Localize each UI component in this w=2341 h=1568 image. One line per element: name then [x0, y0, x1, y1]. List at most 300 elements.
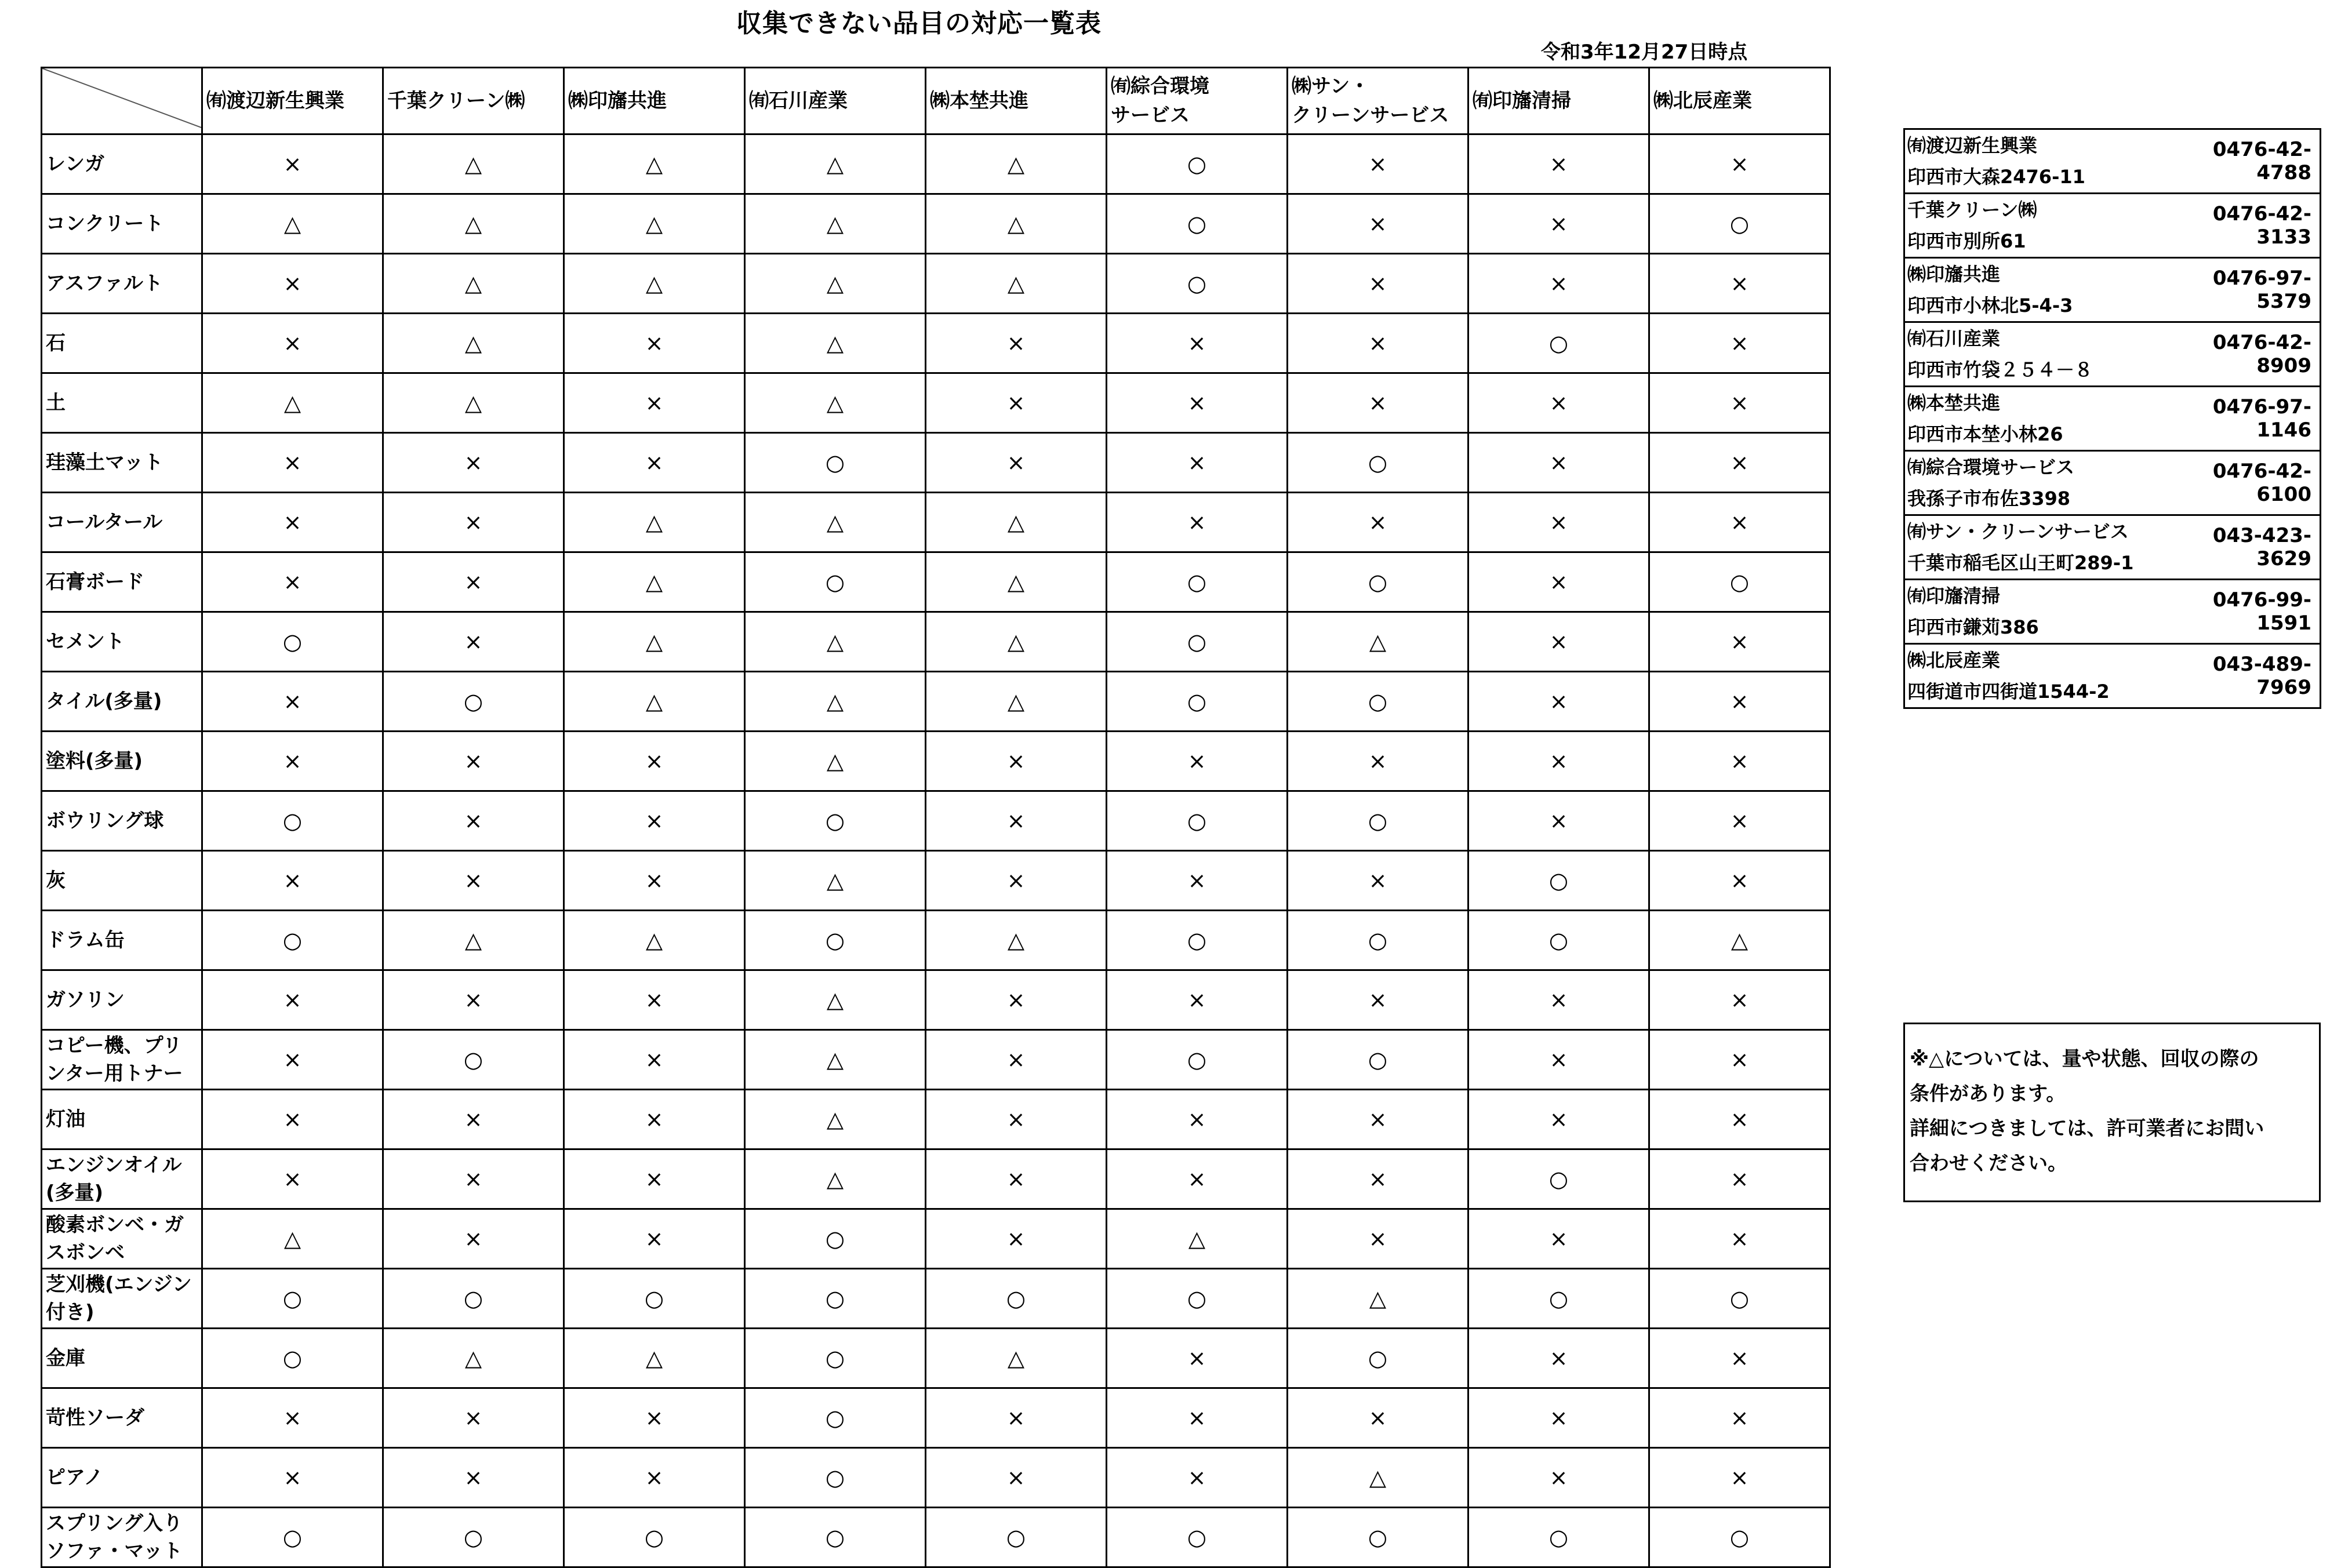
mark-cell: ×	[202, 493, 383, 552]
mark-cell: ×	[1107, 373, 1288, 433]
mark-cell: ○	[564, 1269, 745, 1329]
page-title: 収集できない品目の対応一覧表	[736, 9, 1102, 38]
contact-row	[1904, 129, 2321, 194]
mark-cell: ○	[1107, 1508, 1288, 1567]
mark-cell: △	[383, 1329, 564, 1388]
item-name: セメント	[42, 612, 202, 672]
table-row	[42, 552, 1830, 612]
company-header: ㈲綜合環境 サービス	[1107, 68, 1288, 134]
mark-cell: △	[564, 1329, 745, 1388]
contact-info	[1904, 644, 2160, 708]
contact-name: ㈲石川産業	[1907, 328, 2001, 350]
table-row	[42, 134, 1830, 194]
mark-cell: ○	[1468, 1269, 1649, 1329]
mark-cell: ×	[1649, 433, 1830, 493]
mark-cell: ×	[1649, 493, 1830, 552]
mark-cell: △	[926, 493, 1107, 552]
table-row	[42, 1209, 1830, 1269]
mark-cell: ×	[1468, 373, 1649, 433]
mark-cell: △	[926, 612, 1107, 672]
mark-cell: ×	[926, 1149, 1107, 1209]
mark-cell: ×	[383, 732, 564, 791]
mark-cell: ×	[1468, 791, 1649, 851]
mark-cell: ×	[1649, 1209, 1830, 1269]
mark-cell: ×	[1107, 314, 1288, 373]
mark-cell: ×	[1649, 1388, 1830, 1448]
mark-cell: ○	[1288, 672, 1468, 732]
mark-cell: ×	[926, 1209, 1107, 1269]
mark-cell: ×	[926, 314, 1107, 373]
contact-phone: 0476-99-1591	[2160, 580, 2321, 644]
mark-cell: △	[564, 254, 745, 314]
contact-row	[1904, 580, 2321, 644]
mark-cell: △	[926, 194, 1107, 254]
mark-cell: ×	[1107, 1149, 1288, 1209]
mark-cell: ○	[926, 1269, 1107, 1329]
contact-name: ㈱本埜共進	[1907, 392, 2001, 414]
mark-cell: △	[564, 493, 745, 552]
mark-cell: △	[564, 911, 745, 970]
item-name: ピアノ	[42, 1448, 202, 1508]
contact-row	[1904, 644, 2321, 708]
mark-cell: ×	[1468, 672, 1649, 732]
mark-cell: ×	[383, 433, 564, 493]
mark-cell: ×	[564, 373, 745, 433]
mark-cell: ×	[1107, 1329, 1288, 1388]
table-row	[42, 433, 1830, 493]
contact-info	[1904, 515, 2160, 580]
contact-name: ㈲綜合環境サービス	[1907, 456, 2075, 478]
item-name: コンクリート	[42, 194, 202, 254]
mark-cell: ×	[1649, 314, 1830, 373]
contact-address: 印西市別所61	[1907, 230, 2026, 252]
item-name: 金庫	[42, 1329, 202, 1388]
mark-cell: ○	[1288, 791, 1468, 851]
item-name: ボウリング球	[42, 791, 202, 851]
table-row	[42, 254, 1830, 314]
mark-cell: △	[564, 672, 745, 732]
mark-cell: ×	[383, 1209, 564, 1269]
contact-info	[1904, 322, 2160, 387]
mark-cell: ×	[564, 1090, 745, 1149]
mark-cell: ×	[1288, 1090, 1468, 1149]
table-row	[42, 1090, 1830, 1149]
mark-cell: △	[564, 194, 745, 254]
mark-cell: ×	[1649, 1329, 1830, 1388]
mark-cell: ×	[1649, 672, 1830, 732]
mark-cell: ×	[1649, 970, 1830, 1030]
mark-cell: ○	[202, 911, 383, 970]
mark-cell: ○	[383, 1030, 564, 1090]
contact-address: 我孫子市布佐3398	[1907, 488, 2071, 510]
mark-cell: ×	[1107, 493, 1288, 552]
contact-phone: 0476-42-8909	[2160, 322, 2321, 387]
mark-cell: ○	[1107, 791, 1288, 851]
mark-cell: ○	[1468, 314, 1649, 373]
mark-cell: ×	[926, 1030, 1107, 1090]
mark-cell: ○	[1107, 194, 1288, 254]
mark-cell: ×	[1468, 433, 1649, 493]
mark-cell: ○	[745, 911, 926, 970]
item-name: 石膏ボード	[42, 552, 202, 612]
mark-cell: ○	[745, 1269, 926, 1329]
mark-cell: ×	[202, 1090, 383, 1149]
mark-cell: ×	[1468, 1329, 1649, 1388]
mark-cell: ○	[1107, 612, 1288, 672]
note-box	[1903, 1023, 2321, 1202]
mark-cell: ×	[1649, 791, 1830, 851]
mark-cell: ×	[1288, 1149, 1468, 1209]
contact-info	[1904, 451, 2160, 515]
mark-cell: ○	[745, 1209, 926, 1269]
table-row	[42, 493, 1830, 552]
mark-cell: ○	[1107, 254, 1288, 314]
mark-cell: △	[564, 134, 745, 194]
item-name: コピー機、プリ ンター用トナー	[42, 1030, 202, 1090]
mark-cell: ×	[1468, 1090, 1649, 1149]
mark-cell: ×	[202, 672, 383, 732]
mark-cell: ×	[564, 1388, 745, 1448]
mark-cell: ○	[1107, 672, 1288, 732]
mark-cell: ○	[1288, 1329, 1468, 1388]
mark-cell: ×	[564, 314, 745, 373]
note-line: 合わせください。	[1910, 1152, 2067, 1175]
mark-cell: ×	[564, 970, 745, 1030]
mark-cell: △	[745, 373, 926, 433]
contact-address: 印西市本埜小林26	[1907, 423, 2063, 445]
mark-cell: △	[564, 552, 745, 612]
mark-cell: ×	[1468, 1448, 1649, 1508]
mark-cell: ×	[1288, 1209, 1468, 1269]
mark-cell: ×	[1649, 612, 1830, 672]
company-header: ㈲石川産業	[745, 68, 926, 134]
mark-cell: △	[202, 194, 383, 254]
mark-cell: ×	[1468, 1209, 1649, 1269]
contact-name: ㈱印旛共進	[1907, 263, 2001, 285]
mark-cell: ×	[926, 1388, 1107, 1448]
mark-cell: ×	[564, 851, 745, 911]
mark-cell: ○	[745, 1508, 926, 1567]
mark-cell: ○	[745, 1388, 926, 1448]
mark-cell: △	[745, 970, 926, 1030]
item-name: 苛性ソーダ	[42, 1388, 202, 1448]
mark-cell: ×	[202, 1030, 383, 1090]
mark-cell: ×	[1288, 194, 1468, 254]
table-row	[42, 1448, 1830, 1508]
mark-cell: ×	[1468, 254, 1649, 314]
table-row	[42, 851, 1830, 911]
item-name: ドラム缶	[42, 911, 202, 970]
mark-cell: ○	[383, 1269, 564, 1329]
mark-cell: ○	[564, 1508, 745, 1567]
mark-cell: ×	[564, 1149, 745, 1209]
corner-cell	[42, 68, 202, 134]
mark-cell: ○	[745, 433, 926, 493]
mark-cell: ×	[202, 732, 383, 791]
contact-address: 印西市小林北5-4-3	[1907, 294, 2073, 316]
mark-cell: ×	[383, 1090, 564, 1149]
mark-cell: ×	[1107, 1090, 1288, 1149]
mark-cell: ○	[1288, 1508, 1468, 1567]
contact-info	[1904, 129, 2160, 194]
contact-row	[1904, 387, 2321, 451]
mark-cell: △	[1288, 1269, 1468, 1329]
contact-phone: 0476-42-3133	[2160, 194, 2321, 258]
mark-cell: △	[926, 911, 1107, 970]
mark-cell: ○	[383, 672, 564, 732]
mark-cell: ×	[1107, 970, 1288, 1030]
mark-cell: ○	[926, 1508, 1107, 1567]
contact-name: ㈱北辰産業	[1907, 649, 2001, 671]
company-header: ㈱本埜共進	[926, 68, 1107, 134]
mark-cell: ×	[1107, 433, 1288, 493]
item-name: タイル(多量)	[42, 672, 202, 732]
mark-cell: ○	[1288, 433, 1468, 493]
mark-cell: ×	[1649, 1149, 1830, 1209]
mark-cell: △	[1288, 1448, 1468, 1508]
mark-cell: △	[745, 672, 926, 732]
mark-cell: ○	[1468, 911, 1649, 970]
mark-cell: △	[926, 1329, 1107, 1388]
mark-cell: ×	[1649, 373, 1830, 433]
mark-cell: △	[745, 194, 926, 254]
contact-info	[1904, 258, 2160, 322]
table-body	[42, 134, 1830, 1567]
table-row	[42, 791, 1830, 851]
item-name: 塗料(多量)	[42, 732, 202, 791]
mark-cell: △	[383, 194, 564, 254]
mark-cell: ×	[383, 791, 564, 851]
mark-cell: ○	[1649, 194, 1830, 254]
item-name: 土	[42, 373, 202, 433]
mark-cell: ○	[1107, 552, 1288, 612]
table-row	[42, 1149, 1830, 1209]
item-name: レンガ	[42, 134, 202, 194]
mark-cell: ○	[745, 1329, 926, 1388]
mark-cell: ×	[1468, 552, 1649, 612]
mark-cell: ×	[202, 1448, 383, 1508]
mark-cell: ×	[1288, 493, 1468, 552]
mark-cell: ×	[202, 970, 383, 1030]
contact-name: ㈲サン・クリーンサービス	[1907, 521, 2129, 543]
mark-cell: ○	[202, 612, 383, 672]
mark-cell: △	[926, 672, 1107, 732]
mark-cell: ×	[1649, 1090, 1830, 1149]
item-name: ガソリン	[42, 970, 202, 1030]
item-name: 灰	[42, 851, 202, 911]
mark-cell: ○	[1107, 134, 1288, 194]
mark-cell: △	[1649, 911, 1830, 970]
mark-cell: ○	[202, 1269, 383, 1329]
mark-cell: ○	[1107, 911, 1288, 970]
mark-cell: ×	[564, 1209, 745, 1269]
mark-cell: ×	[1288, 732, 1468, 791]
contact-address: 四街道市四街道1544-2	[1907, 681, 2110, 703]
mark-cell: ×	[202, 314, 383, 373]
header-row	[42, 68, 1830, 134]
mark-cell: ×	[1468, 1030, 1649, 1090]
contact-info	[1904, 194, 2160, 258]
company-header: ㈱北辰産業	[1649, 68, 1830, 134]
item-name: 石	[42, 314, 202, 373]
company-header: 千葉クリーン㈱	[383, 68, 564, 134]
mark-cell: △	[383, 134, 564, 194]
mark-cell: ×	[1107, 1388, 1288, 1448]
company-header: ㈱印旛共進	[564, 68, 745, 134]
mark-cell: ×	[1288, 314, 1468, 373]
mark-cell: △	[745, 134, 926, 194]
item-name: 珪藻土マット	[42, 433, 202, 493]
mark-cell: ×	[383, 970, 564, 1030]
mark-cell: ×	[1649, 134, 1830, 194]
mark-cell: ×	[564, 1030, 745, 1090]
mark-cell: △	[383, 373, 564, 433]
mark-cell: ○	[1468, 1508, 1649, 1567]
mark-cell: ×	[1288, 254, 1468, 314]
table-row	[42, 970, 1830, 1030]
contact-body	[1904, 129, 2321, 708]
mark-cell: ×	[1649, 1030, 1830, 1090]
item-name: エンジンオイル (多量)	[42, 1149, 202, 1209]
item-name: 灯油	[42, 1090, 202, 1149]
contact-phone: 043-423-3629	[2160, 515, 2321, 580]
as-of-date: 令和3年12月27日時点	[1541, 41, 1748, 64]
corner-diagonal	[42, 68, 202, 128]
mark-cell: ×	[1107, 851, 1288, 911]
mark-cell: ×	[1107, 1448, 1288, 1508]
mark-cell: △	[745, 1090, 926, 1149]
mark-cell: ×	[926, 791, 1107, 851]
mark-cell: △	[745, 314, 926, 373]
mark-cell: ×	[564, 791, 745, 851]
contact-info	[1904, 580, 2160, 644]
company-header: ㈲印旛清掃	[1468, 68, 1649, 134]
mark-cell: ×	[1288, 373, 1468, 433]
mark-cell: ×	[383, 1149, 564, 1209]
mark-cell: △	[745, 493, 926, 552]
mark-cell: ×	[926, 1090, 1107, 1149]
mark-cell: ×	[926, 970, 1107, 1030]
mark-cell: △	[745, 1149, 926, 1209]
mark-cell: ×	[1649, 732, 1830, 791]
mark-cell: △	[1288, 612, 1468, 672]
mark-cell: ×	[202, 433, 383, 493]
company-header: ㈱サン・ クリーンサービス	[1288, 68, 1468, 134]
mark-cell: ○	[745, 552, 926, 612]
mark-cell: ×	[1468, 134, 1649, 194]
contact-address: 印西市大森2476-11	[1907, 166, 2085, 188]
mark-cell: ×	[564, 732, 745, 791]
table-row	[42, 612, 1830, 672]
contact-address: 印西市竹袋２５４－８	[1907, 359, 2093, 381]
mark-cell: ○	[202, 1508, 383, 1567]
mark-cell: △	[1107, 1209, 1288, 1269]
mark-cell: △	[564, 612, 745, 672]
mark-cell: ×	[383, 552, 564, 612]
mark-cell: ×	[1649, 254, 1830, 314]
contact-table	[1903, 128, 2321, 709]
contact-name: ㈲印旛清掃	[1907, 585, 2001, 607]
mark-cell: ○	[1468, 851, 1649, 911]
contact-phone: 043-489-7969	[2160, 644, 2321, 708]
mark-cell: △	[202, 1209, 383, 1269]
mark-cell: △	[383, 314, 564, 373]
mark-cell: ×	[926, 851, 1107, 911]
mark-cell: ○	[1288, 911, 1468, 970]
table-row	[42, 314, 1830, 373]
mark-cell: ○	[1649, 552, 1830, 612]
mark-cell: ×	[1649, 1448, 1830, 1508]
mark-cell: ○	[1107, 1030, 1288, 1090]
mark-cell: △	[926, 254, 1107, 314]
mark-cell: ○	[1649, 1269, 1830, 1329]
mark-cell: △	[745, 732, 926, 791]
mark-cell: ×	[202, 134, 383, 194]
note-line: ※△については、量や状態、回収の際の	[1910, 1047, 2259, 1071]
mark-cell: △	[745, 254, 926, 314]
mark-cell: ○	[1288, 1030, 1468, 1090]
mark-cell: ×	[1468, 194, 1649, 254]
contact-row	[1904, 322, 2321, 387]
table-row	[42, 1508, 1830, 1567]
mark-cell: ×	[1649, 851, 1830, 911]
mark-cell: △	[202, 373, 383, 433]
note-line: 条件があります。	[1910, 1082, 2066, 1105]
mark-cell: △	[926, 134, 1107, 194]
contact-phone: 0476-42-4788	[2160, 129, 2321, 194]
mark-cell: ×	[383, 493, 564, 552]
table-row	[42, 1030, 1830, 1090]
mark-cell: △	[383, 911, 564, 970]
mark-cell: ○	[1107, 1269, 1288, 1329]
mark-cell: ○	[1288, 552, 1468, 612]
contact-phone: 0476-42-6100	[2160, 451, 2321, 515]
mark-cell: ○	[1468, 1149, 1649, 1209]
mark-cell: ×	[926, 732, 1107, 791]
mark-cell: ×	[1468, 493, 1649, 552]
contact-name: ㈲渡辺新生興業	[1907, 134, 2038, 157]
contact-phone: 0476-97-5379	[2160, 258, 2321, 322]
mark-cell: ×	[1288, 1388, 1468, 1448]
mark-cell: ○	[745, 1448, 926, 1508]
mark-cell: ×	[383, 1448, 564, 1508]
table-row	[42, 1388, 1830, 1448]
mark-cell: ×	[1468, 732, 1649, 791]
contact-row	[1904, 258, 2321, 322]
mark-cell: ×	[1107, 732, 1288, 791]
mark-cell: ×	[202, 254, 383, 314]
contact-row	[1904, 515, 2321, 580]
mark-cell: △	[745, 851, 926, 911]
item-name: 酸素ボンベ・ガ スボンベ	[42, 1209, 202, 1269]
mark-cell: ×	[926, 373, 1107, 433]
mark-cell: ○	[202, 791, 383, 851]
mark-cell: △	[745, 612, 926, 672]
item-name: アスファルト	[42, 254, 202, 314]
mark-cell: ×	[1468, 970, 1649, 1030]
item-name: 芝刈機(エンジン 付き)	[42, 1269, 202, 1329]
mark-cell: ×	[1288, 851, 1468, 911]
mark-cell: ×	[926, 433, 1107, 493]
compatibility-table	[41, 67, 1831, 1568]
table-row	[42, 732, 1830, 791]
contact-row	[1904, 194, 2321, 258]
mark-cell: ×	[564, 433, 745, 493]
mark-cell: ○	[383, 1508, 564, 1567]
mark-cell: ○	[745, 791, 926, 851]
contact-address: 千葉市稲毛区山王町289-1	[1907, 552, 2134, 574]
contact-phone: 0476-97-1146	[2160, 387, 2321, 451]
